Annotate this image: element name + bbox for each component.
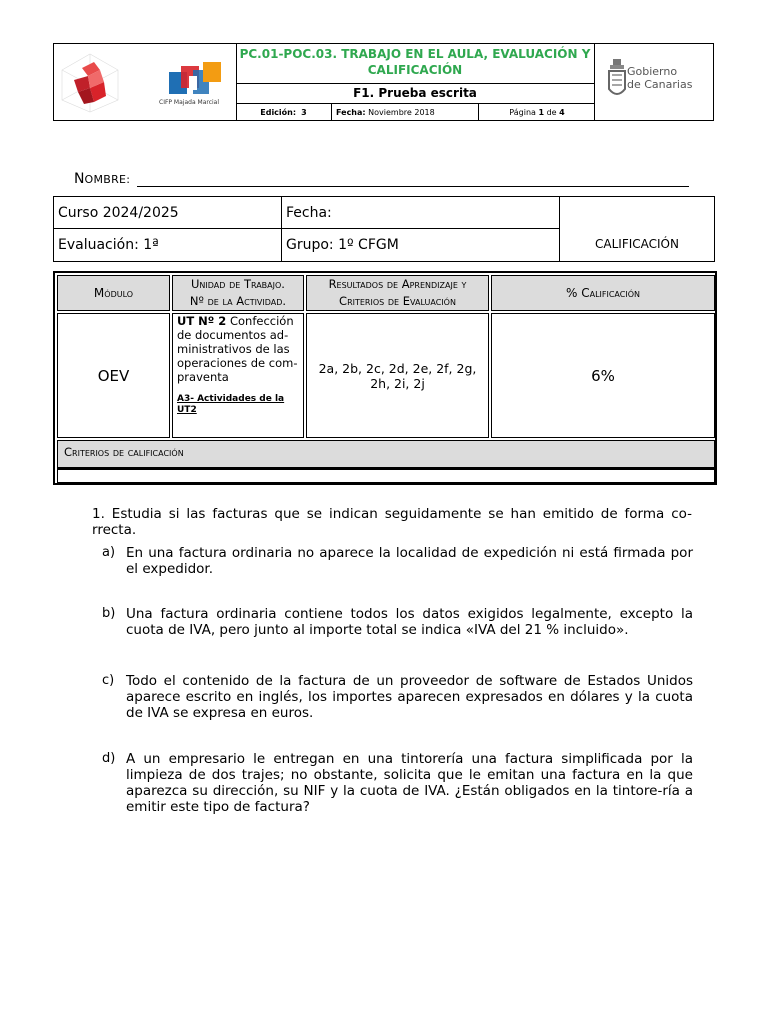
- grupo-cell: Grupo: 1º CFGM: [282, 229, 560, 261]
- cell-porcentaje: 6%: [491, 313, 715, 438]
- coat-of-arms-icon: [607, 59, 627, 103]
- document-header: [53, 43, 714, 121]
- subquestion-c: [101, 673, 693, 721]
- ut-title: Confección de documentos ad-ministrativos de las operaciones de com-praventa: [177, 314, 298, 384]
- logos-cell: [54, 44, 237, 120]
- subquestion-b: [101, 606, 693, 638]
- nombre-label: NOMBRE:: [74, 171, 131, 187]
- curso-cell: Curso 2024/2025: [54, 197, 282, 229]
- pagina-cell: Página 1 de 4: [509, 108, 565, 117]
- title-cell: [236, 44, 595, 120]
- nombre-field[interactable]: [137, 186, 689, 187]
- subquestion-a: [101, 545, 693, 577]
- fecha-field[interactable]: Fecha:: [282, 197, 560, 229]
- text-b: Una factura ordinaria contiene todos los datos exigidos legalmente, excepto la cuota de IVA, pero junto al importe total se indica «IVA del 21 % incluido».: [126, 606, 693, 638]
- gobierno-name: Gobierno de Canarias: [627, 65, 693, 91]
- letter-d: d): [102, 751, 116, 766]
- question-1: [92, 506, 692, 538]
- q1-number: 1.: [92, 506, 105, 522]
- document-subtitle: F1. Prueba escrita: [236, 83, 594, 103]
- letter-b: b): [102, 606, 116, 621]
- document-title: PC.01-POC.03. TRABAJO EN EL AULA, EVALUACIÓN Y CALIFICACIÓN: [239, 47, 591, 77]
- calificacion-label: CALIFICACIÓN: [595, 237, 679, 251]
- info-table: [53, 196, 715, 262]
- criterios-calificacion-label: Criterios de calificación: [57, 440, 715, 468]
- text-a: En una factura ordinaria no aparece la localidad de expedición ni está firmada por el expedidor.: [126, 545, 693, 577]
- nombre-label-rest: OMBRE:: [84, 173, 131, 186]
- edition-row: [236, 103, 594, 121]
- q1-text: Estudia si las facturas que se indican seguidamente se han emitido de forma co-rrecta.: [92, 506, 692, 538]
- text-c: Todo el contenido de la factura de un proveedor de software de Estados Unidos aparece escrito en inglés, los importes aparecen expresados en dólares y la cuota de IVA se expresa en euros.: [126, 673, 693, 721]
- edicion-cell: Edición: 3: [236, 104, 332, 121]
- header-unidad: Unidad de Trabajo. Nº de la Actividad.: [172, 275, 304, 311]
- header-porcentaje: % Calificación: [491, 275, 715, 311]
- ut-number: UT Nº 2: [177, 314, 227, 328]
- cifp-name: CIFP Majada Marcial: [159, 99, 220, 106]
- module-table: [53, 271, 717, 485]
- header-modulo: Módulo: [57, 275, 170, 311]
- subquestion-d: [101, 751, 693, 815]
- cell-unidad: [172, 313, 304, 438]
- fecha-cell: Fecha: Noviembre 2018: [332, 104, 479, 121]
- cell-criterios: 2a, 2b, 2c, 2d, 2e, 2f, 2g, 2h, 2i, 2j: [306, 313, 489, 438]
- cifp-logo-icon: [167, 60, 225, 98]
- activity-label: A3- Actividades de la UT2: [177, 394, 285, 415]
- letter-c: c): [102, 673, 115, 688]
- criterios-calificacion-value: [57, 468, 715, 483]
- letter-a: a): [102, 545, 116, 560]
- cell-modulo: OEV: [57, 313, 170, 438]
- evaluacion-cell: Evaluación: 1ª: [54, 229, 282, 261]
- header-resultados: Resultados de Aprendizaje y Criterios de Evaluación: [306, 275, 489, 311]
- gobierno-cell: [595, 44, 713, 120]
- text-d: A un empresario le entregan en una tintorería una factura simplificada por la limpieza de dos trajes; no obstante, solicita que le emitan una factura en la que aparezca su dirección, su NIF y la cuota de IVA. ¿Están obligados en la tintore-ría a emitir este tipo de factura?: [126, 751, 693, 815]
- cube-logo-icon: [60, 50, 122, 114]
